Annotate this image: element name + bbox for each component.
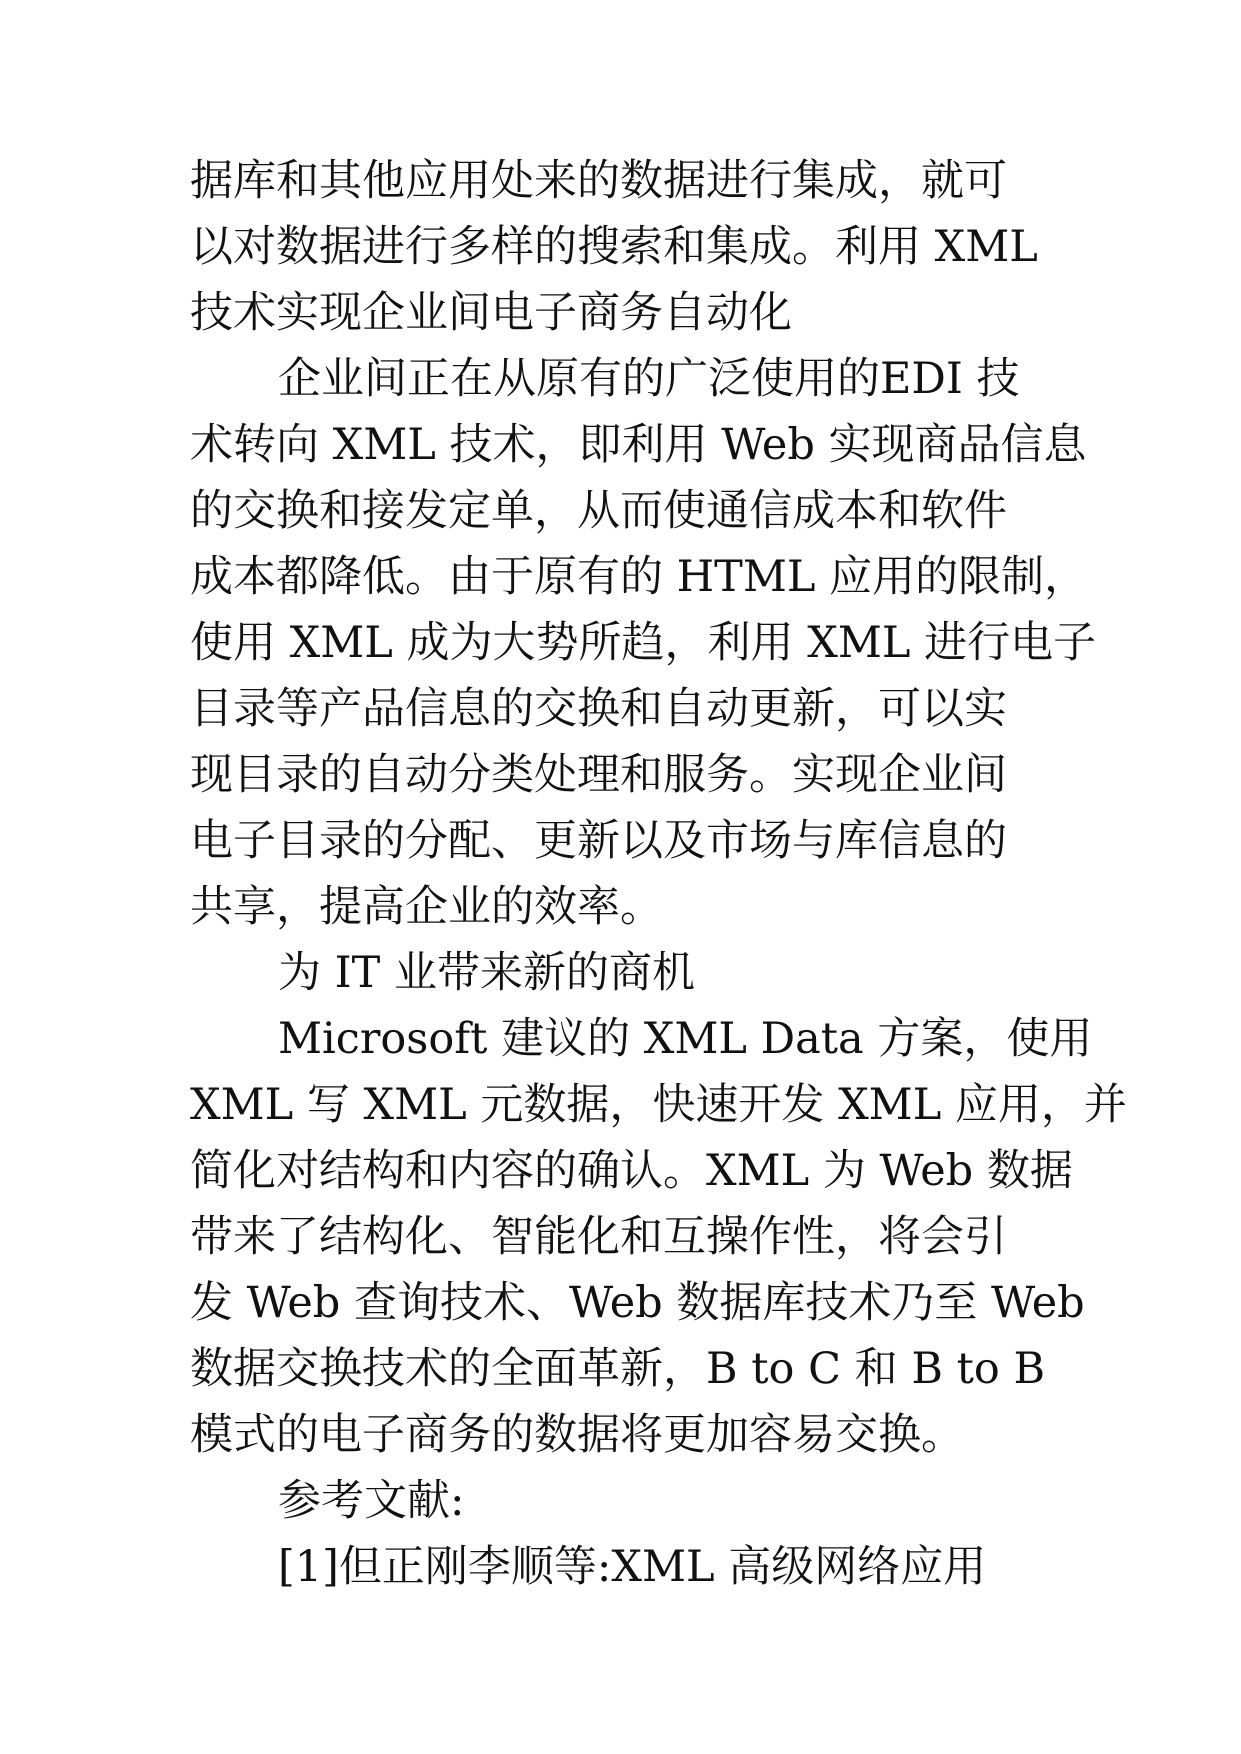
paragraph-line: XML 写 XML 元数据，快速开发 XML 应用，并: [190, 1080, 1127, 1130]
paragraph-line: 模式的电子商务的数据将更加容易交换。: [190, 1410, 964, 1460]
paragraph-line: 数据交换技术的全面革新，B to C 和 B to B: [190, 1344, 1046, 1394]
paragraph-line: 电子目录的分配、更新以及市场与库信息的: [190, 816, 1007, 866]
section-heading: 为 IT 业带来新的商机: [278, 948, 696, 998]
paragraph-line: 成本都降低。由于原有的 HTML 应用的限制，: [190, 552, 1088, 602]
paragraph-line: 发 Web 查询技术、Web 数据库技术乃至 Web: [190, 1278, 1085, 1328]
paragraph-line: 术转向 XML 技术，即利用 Web 实现商品信息: [190, 420, 1087, 470]
reference-item: [1]但正刚李顺等:XML 高级网络应用: [278, 1542, 987, 1592]
paragraph-line: 的交换和接发定单，从而使通信成本和软件: [190, 486, 1007, 536]
paragraph-line: 使用 XML 成为大势所趋，利用 XML 进行电子: [190, 618, 1097, 668]
references-heading: 参考文献:: [278, 1476, 465, 1526]
paragraph-line: 共享，提高企业的效率。: [190, 882, 663, 932]
section-heading: 技术实现企业间电子商务自动化: [190, 288, 792, 338]
paragraph-line: 简化对结构和内容的确认。XML 为 Web 数据: [190, 1146, 1073, 1196]
paragraph-line: 企业间正在从原有的广泛使用的EDI 技: [278, 354, 1020, 404]
paragraph-line: 目录等产品信息的交换和自动更新，可以实: [190, 684, 1007, 734]
paragraph-line: 带来了结构化、智能化和互操作性，将会引: [190, 1212, 1007, 1262]
paragraph-line: 现目录的自动分类处理和服务。实现企业间: [190, 750, 1007, 800]
paragraph-line: 据库和其他应用处来的数据进行集成，就可: [190, 156, 1007, 206]
document-page: [190, 148, 1127, 1600]
paragraph-line: Microsoft 建议的 XML Data 方案，使用: [278, 1014, 1093, 1064]
paragraph-line: 以对数据进行多样的搜索和集成。利用 XML: [190, 222, 1038, 272]
